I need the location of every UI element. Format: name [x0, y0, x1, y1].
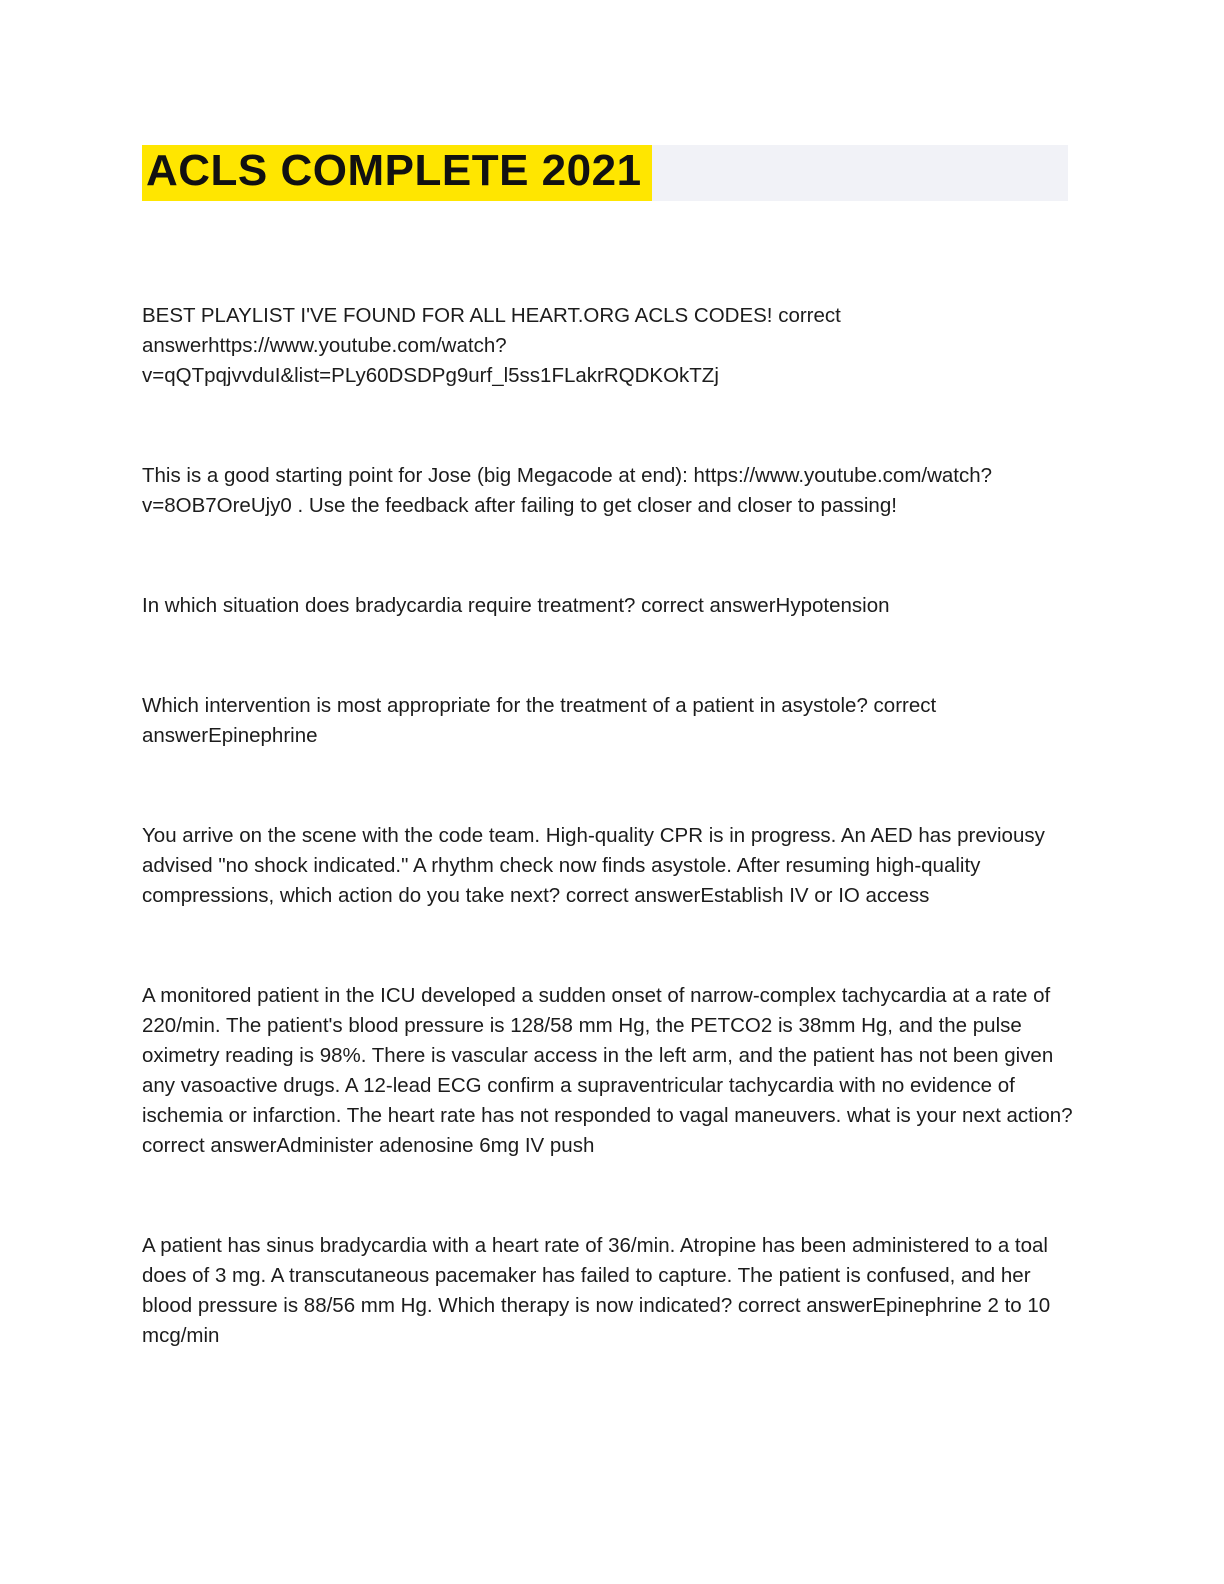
- title-background-bar: [652, 145, 1068, 201]
- page-title: ACLS COMPLETE 2021: [142, 145, 652, 201]
- document-body: [142, 301, 1080, 1351]
- qa-paragraph: A patient has sinus bradycardia with a heart rate of 36/min. Atropine has been administered to a toal does of 3 mg. A transcutaneous pacemaker has failed to capture. The patient is confused, and her blood pressure is 88/56 mm Hg. Which therapy is now indicated? correct answerEpinephrine 2 to 10 mcg/min: [142, 1234, 1051, 1348]
- qa-paragraph: A monitored patient in the ICU developed a sudden onset of narrow-complex tachycardia at a rate of 220/min. The patient's blood pressure is 128/58 mm Hg, the PETCO2 is 38mm Hg, and the pulse oximetry reading is 98%. There is vascular access in the left arm, and the patient has not been given any vasoactive drugs. A 12-lead ECG confirm a supraventricular tachycardia with no evidence of ischemia or infarction. The heart rate has not responded to vagal maneuvers. what is your next action? correct answerAdminister adenosine 6mg IV push: [142, 984, 1073, 1158]
- qa-paragraph: BEST PLAYLIST I'VE FOUND FOR ALL HEART.ORG ACLS CODES! correct answerhttps://www.youtube.com/watch?v=qQTpqjvvduI&list=PLy60DSDPg9urf_l5ss1FLakrRQDKOkTZj: [142, 304, 841, 388]
- qa-paragraph: In which situation does bradycardia require treatment? correct answerHypotension: [142, 594, 890, 618]
- qa-paragraph: You arrive on the scene with the code team. High-quality CPR is in progress. An AED has previousy advised "no shock indicated." A rhythm check now finds asystole. After resuming high-quality compressions, which action do you take next? correct answerEstablish IV or IO access: [142, 824, 1045, 908]
- title-row: [142, 145, 1080, 201]
- qa-paragraph: Which intervention is most appropriate for the treatment of a patient in asystole? correct answerEpinephrine: [142, 694, 937, 748]
- qa-paragraph: This is a good starting point for Jose (big Megacode at end): https://www.youtube.com/watch?v=8OB7OreUjy0 . Use the feedback after failing to get closer and closer to passing!: [142, 464, 993, 518]
